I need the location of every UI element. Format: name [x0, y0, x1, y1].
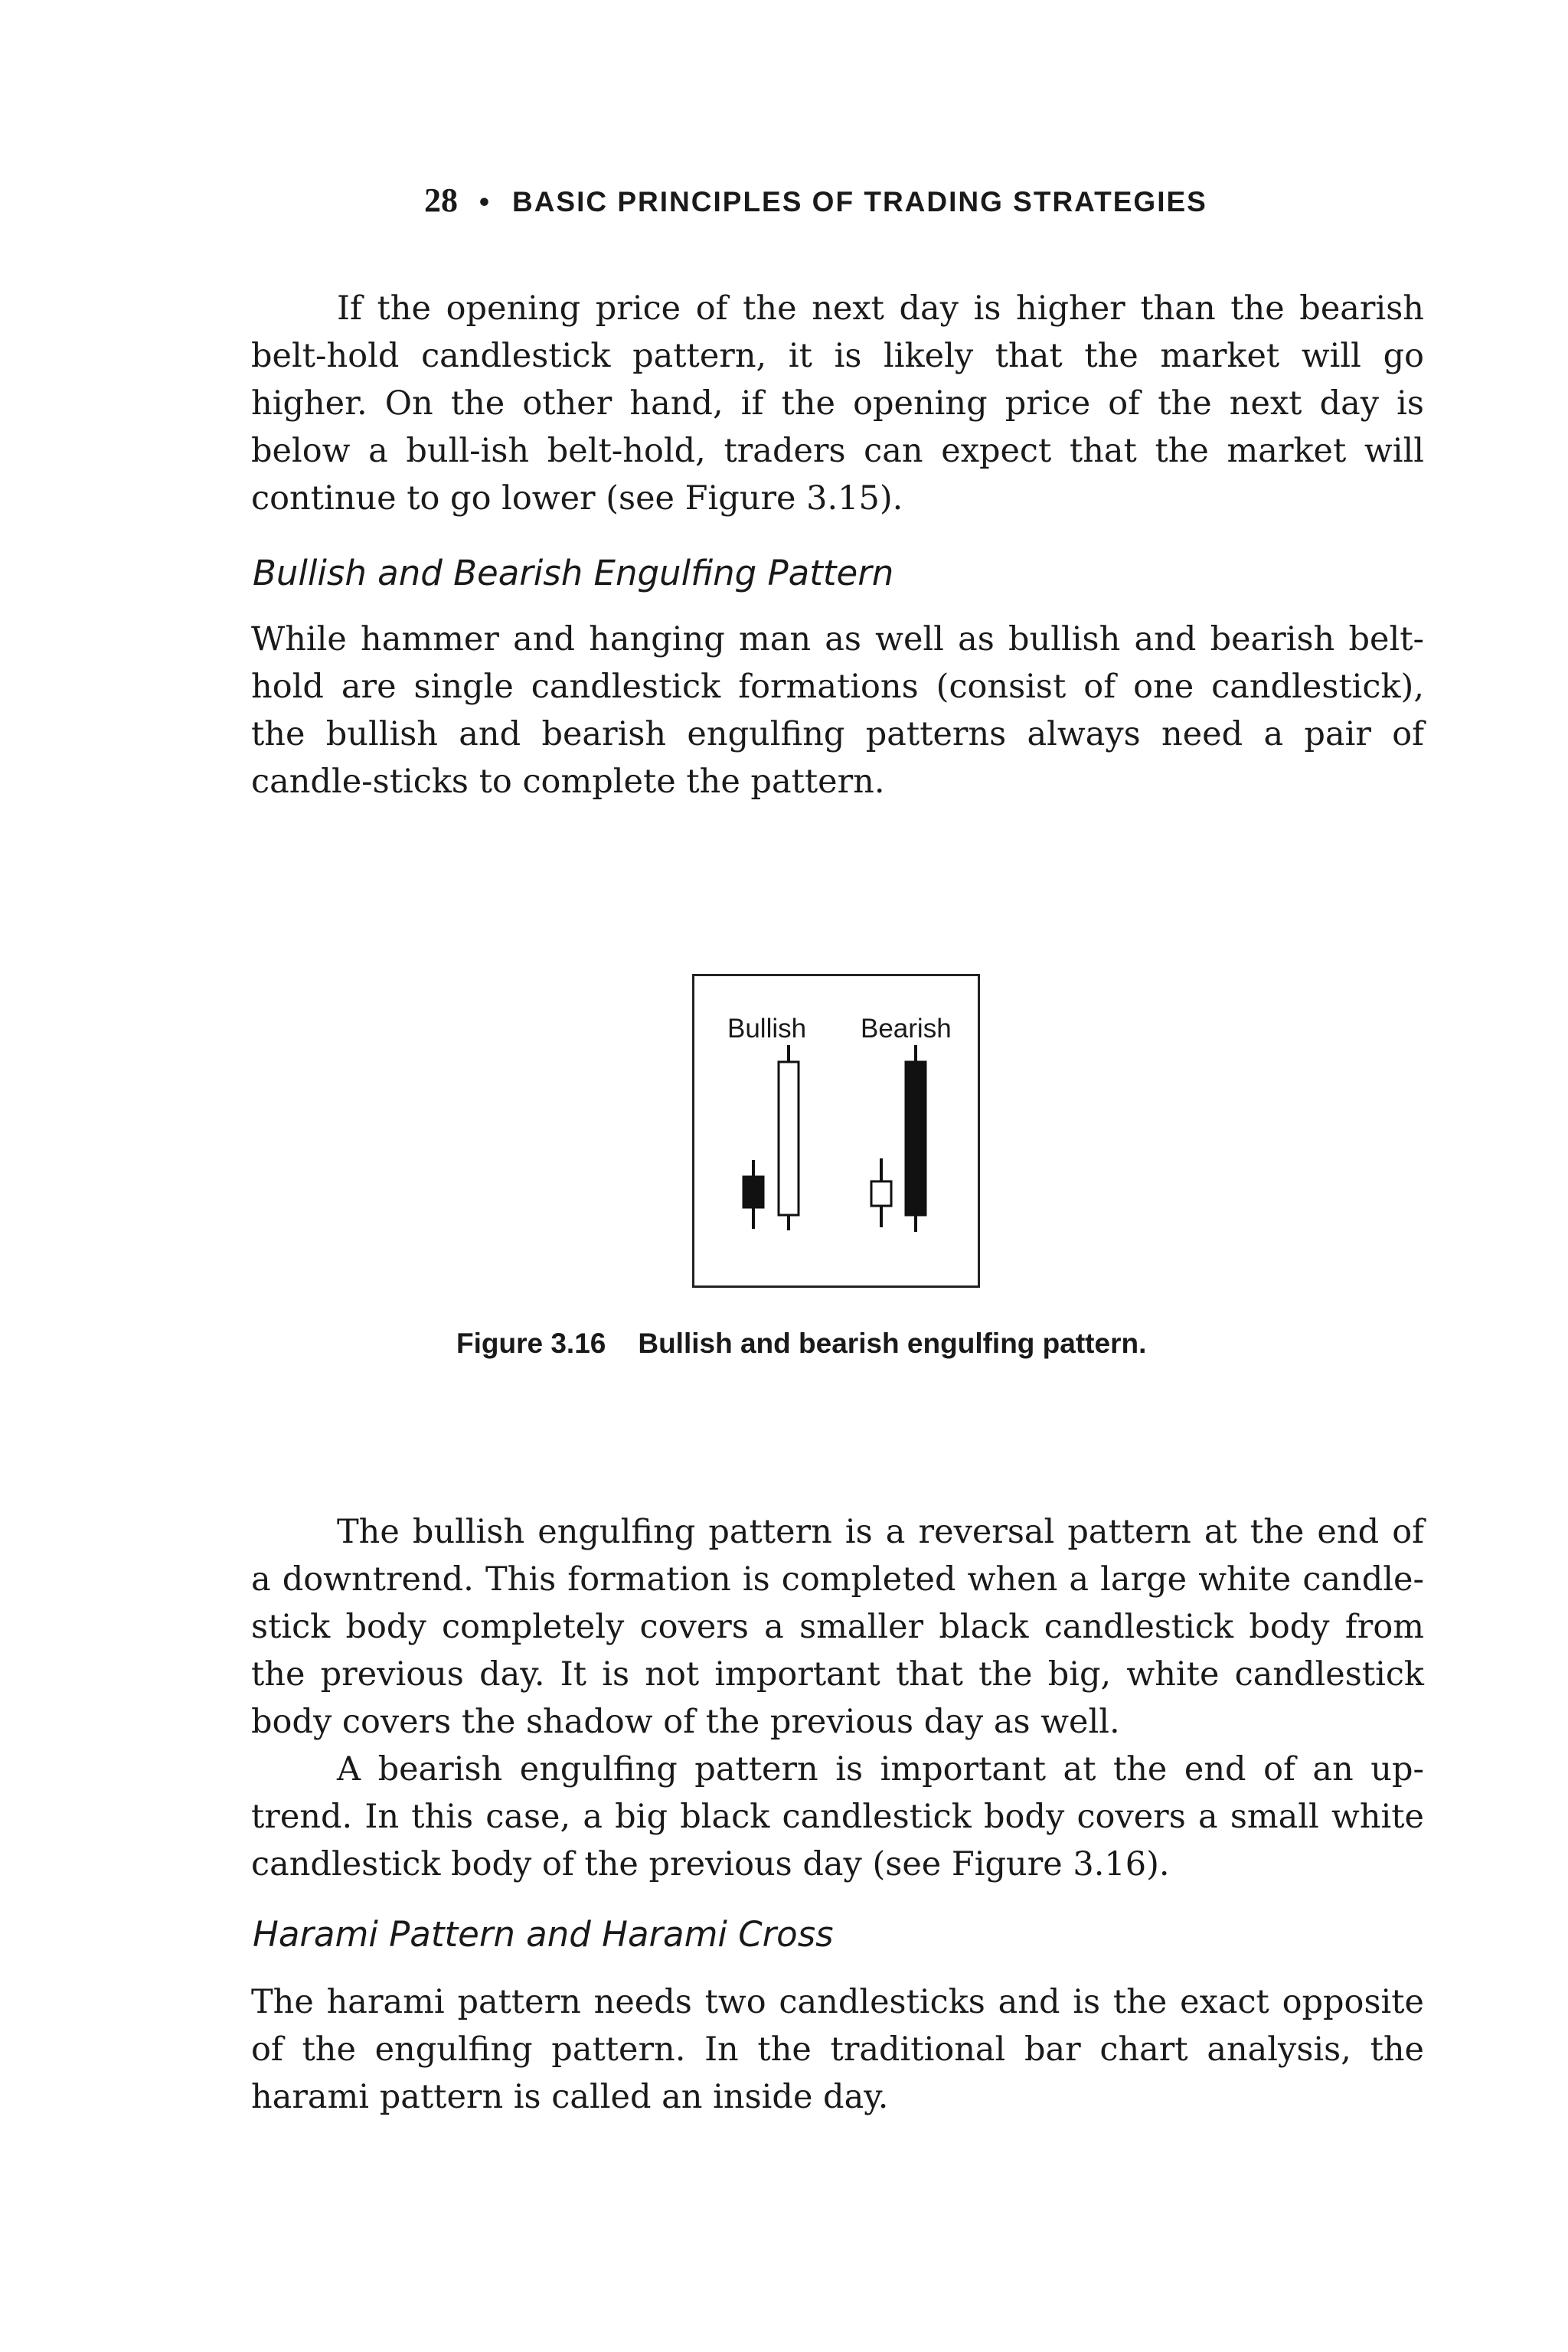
page-number: 28: [424, 181, 458, 219]
body-text-block-1: [251, 285, 1424, 522]
bullish-small-black-candle: [743, 1160, 763, 1229]
body-text-block-2: [251, 616, 1424, 805]
paragraph-belt-hold: If the opening price of the next day is higher than the bearish belt-hold candlestick pattern, it is likely that the market will go higher. On the other hand, if the opening price of the next day is below a bull-ish belt-hold, traders can expect that the market will continue to go lower (see Figure 3.15).: [251, 289, 1424, 518]
paragraph-engulfing-intro: While hammer and hanging man as well as bullish and bearish belt-hold are single candlestick formations (consist of one candlestick), the bullish and bearish engulfing patterns always need a pair of candle-sticks to complete the pattern.: [251, 620, 1424, 801]
paragraph-bullish-engulfing: The bullish engulfing pattern is a reversal pattern at the end of a downtrend. This formation is completed when a large white candle-stick body completely covers a smaller black candlestick body from the previous day. It is not important that the big, white candlestick body covers the shadow of the previous day as well.: [251, 1513, 1424, 1741]
running-head: [424, 181, 1207, 220]
label-bearish: Bearish: [861, 1014, 952, 1044]
body-text-block-3: [251, 1508, 1424, 1888]
bullish-large-white-candle: [779, 1045, 799, 1230]
section-heading-engulfing: Bullish and Bearish Engulfing Pattern: [253, 553, 894, 593]
figure-caption: [456, 1328, 1146, 1360]
label-bullish: Bullish: [727, 1014, 807, 1044]
bearish-large-black-candle: [906, 1045, 926, 1232]
bearish-small-white-candle: [871, 1158, 891, 1227]
paragraph-harami: The harami pattern needs two candlesticks and is the exact opposite of the engulfing pattern. In the traditional bar chart analysis, the harami pattern is called an inside day.: [251, 1983, 1424, 2116]
figure-caption-label: Figure 3.16: [456, 1328, 606, 1359]
figure-engulfing-pattern: [692, 974, 980, 1288]
section-heading-harami: Harami Pattern and Harami Cross: [253, 1914, 834, 1955]
header-separator: •: [479, 186, 491, 217]
running-head-title: BASIC PRINCIPLES OF TRADING STRATEGIES: [511, 186, 1207, 217]
candlestick-diagram: [694, 976, 978, 1285]
paragraph-bearish-engulfing: A bearish engulfing pattern is important at the end of an up-trend. In this case, a big black candlestick body covers a small white candlestick body of the previous day (see Figure 3.16).: [251, 1750, 1424, 1883]
body-text-block-4: [251, 1978, 1424, 2121]
figure-caption-text: Bullish and bearish engulfing pattern.: [638, 1328, 1147, 1359]
